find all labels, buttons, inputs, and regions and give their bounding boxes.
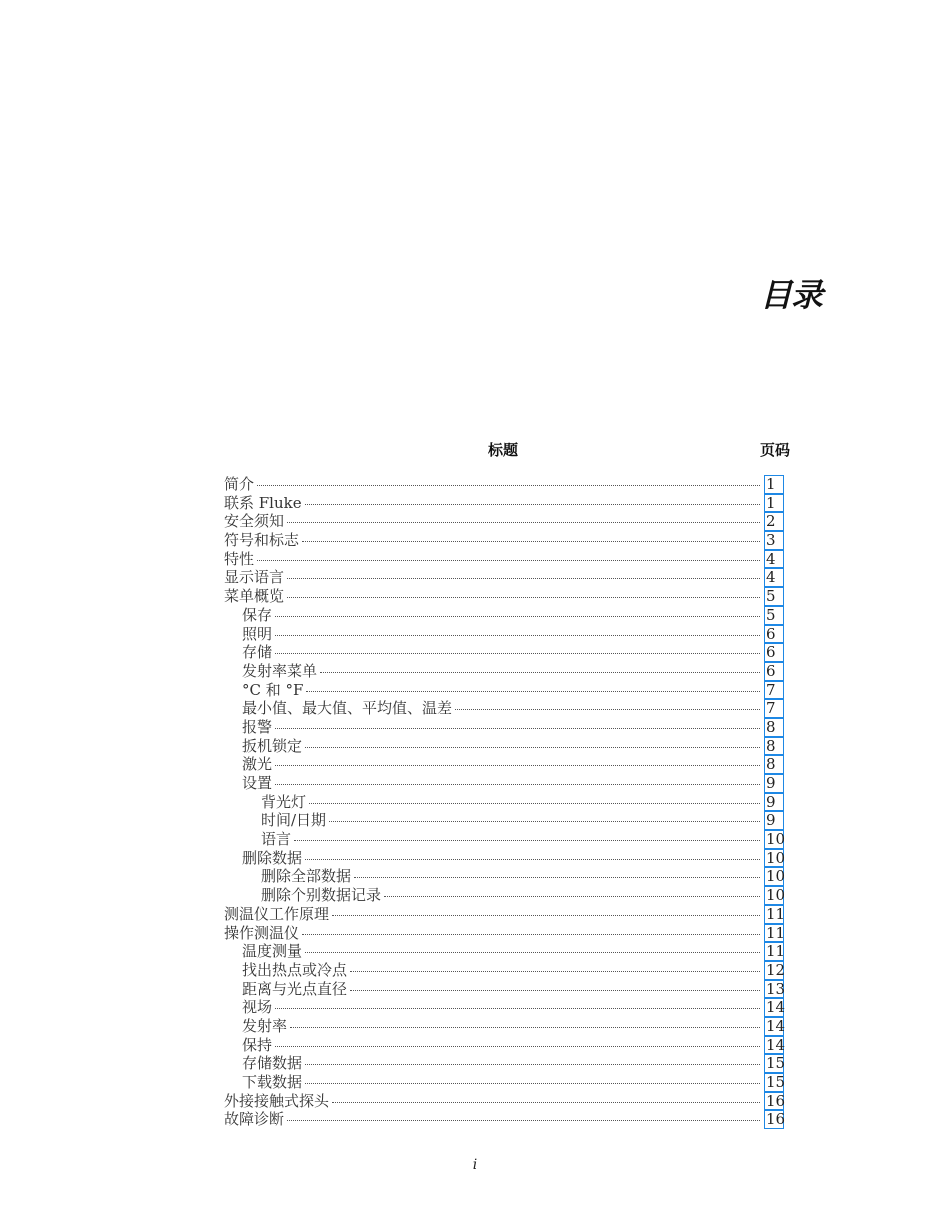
toc-page-link[interactable]: 5 [764, 606, 784, 625]
toc-entry-label: 发射率 [242, 1016, 288, 1035]
toc-entry-label: 下载数据 [242, 1073, 303, 1091]
toc-page-link[interactable]: 14 [766, 1016, 786, 1035]
toc-entry[interactable] [224, 475, 784, 494]
toc-entry[interactable] [224, 699, 784, 718]
toc-entry-label: 存储 [242, 643, 273, 662]
toc-page-link[interactable]: 12 [766, 960, 786, 979]
toc-entry[interactable] [224, 924, 784, 943]
toc-entry[interactable] [224, 830, 784, 849]
toc-entry-label: 背光灯 [261, 792, 307, 811]
toc-entry[interactable] [224, 494, 784, 513]
dot-leader [305, 1064, 760, 1065]
toc-page-link[interactable]: 11 [766, 942, 786, 961]
toc-page-link[interactable]: 7 [764, 681, 784, 700]
toc-entry-label: 测温仪工作原理 [224, 904, 330, 923]
toc-page-link[interactable]: 14 [766, 1035, 786, 1054]
toc-entry[interactable] [224, 681, 784, 700]
toc-entry-label: 操作测温仪 [224, 923, 300, 942]
toc-entry[interactable] [224, 1054, 784, 1073]
toc-entry-label: 安全须知 [224, 512, 285, 531]
toc-entry[interactable] [224, 1092, 784, 1111]
toc-entry[interactable] [224, 737, 784, 756]
toc-entry[interactable] [224, 905, 784, 924]
toc-entry-label: 设置 [242, 774, 273, 792]
toc-page-link[interactable]: 15 [766, 1054, 786, 1073]
dot-leader [275, 765, 760, 766]
toc-entry[interactable] [224, 942, 784, 961]
toc-page-link[interactable]: 16 [766, 1110, 786, 1129]
toc-entry-label: 删除全部数据 [261, 867, 352, 886]
toc-page-link[interactable]: 6 [764, 625, 784, 644]
toc-page-link[interactable]: 10 [766, 867, 786, 886]
toc-entry[interactable] [224, 1110, 784, 1129]
dot-leader [275, 616, 760, 617]
toc-entry-label: 删除个别数据记录 [261, 886, 382, 905]
toc-entry[interactable] [224, 849, 784, 868]
toc-page-link[interactable]: 2 [764, 512, 784, 531]
toc-page-link[interactable]: 11 [766, 904, 786, 923]
toc-page-link[interactable]: 4 [764, 568, 784, 587]
dot-leader [309, 803, 760, 804]
toc-entry-label: 扳机锁定 [242, 736, 303, 755]
toc-entry-label: 菜单概览 [224, 587, 285, 606]
dot-leader [257, 560, 760, 561]
toc-entry-label: 特性 [224, 549, 255, 568]
toc-entry-label: 距离与光点直径 [242, 979, 348, 998]
dot-leader [320, 672, 760, 673]
toc-entry-label: 报警 [242, 717, 273, 736]
toc-entry-label: 存储数据 [242, 1054, 303, 1073]
toc-entry-label: 语言 [261, 830, 292, 849]
toc-entry[interactable] [224, 1036, 784, 1055]
dot-leader [384, 896, 760, 897]
toc-entry[interactable] [224, 998, 784, 1017]
toc-entry-label: 照明 [242, 624, 273, 643]
toc-entry-label: 找出热点或冷点 [242, 960, 348, 979]
toc-entry[interactable] [224, 568, 784, 587]
toc-entry[interactable] [224, 550, 784, 569]
toc-entry[interactable] [224, 512, 784, 531]
dot-leader [305, 1083, 760, 1084]
toc-page-link[interactable]: 7 [764, 699, 784, 718]
toc-entry[interactable] [224, 718, 784, 737]
toc-page-link[interactable]: 8 [764, 755, 784, 774]
toc-entry[interactable] [224, 531, 784, 550]
toc-page-link[interactable]: 11 [766, 923, 786, 942]
toc-page-link[interactable]: 3 [764, 531, 784, 550]
toc-entry-label: 保存 [242, 605, 273, 624]
dot-leader [354, 877, 760, 878]
toc-page-link[interactable]: 9 [764, 793, 784, 812]
dot-leader [275, 1046, 760, 1047]
toc-entry[interactable] [224, 980, 784, 999]
toc-entry[interactable] [224, 755, 784, 774]
dot-leader [455, 709, 760, 710]
toc-page-link[interactable]: 10 [766, 848, 786, 867]
dot-leader [287, 522, 760, 523]
toc-page-link[interactable]: 13 [766, 979, 786, 998]
toc-entry[interactable] [224, 774, 784, 793]
dot-leader [287, 578, 760, 579]
dot-leader [294, 840, 760, 841]
toc-page-link[interactable]: 6 [764, 662, 784, 681]
toc-entry[interactable] [224, 793, 784, 812]
toc-entry[interactable] [224, 625, 784, 644]
dot-leader [275, 653, 760, 654]
toc-entry[interactable] [224, 811, 784, 830]
toc-entry[interactable] [224, 961, 784, 980]
toc-page-link[interactable]: 14 [766, 998, 786, 1017]
toc-page-link[interactable]: 1 [764, 475, 784, 494]
toc-entry[interactable] [224, 1073, 784, 1092]
dot-leader [275, 728, 760, 729]
toc-entry-label: 激光 [242, 755, 273, 774]
dot-leader [305, 952, 760, 953]
toc-entry-label: °C 和 °F [242, 680, 304, 699]
dot-leader [329, 821, 760, 822]
dot-leader [275, 635, 760, 636]
toc-entry-label: 外接接触式探头 [224, 1091, 330, 1110]
dot-leader [302, 934, 760, 935]
column-header-title: 标题 [488, 441, 519, 459]
toc-page-link[interactable]: 10 [766, 886, 786, 905]
toc-page-link[interactable]: 16 [766, 1091, 786, 1110]
dot-leader [287, 1120, 760, 1121]
toc-page-link[interactable]: 15 [766, 1073, 786, 1091]
dot-leader [350, 971, 760, 972]
dot-leader [332, 915, 760, 916]
toc-entry-label: 最小值、最大值、平均值、温差 [242, 699, 453, 718]
toc-page-link[interactable]: 1 [764, 494, 784, 513]
toc-entry-label: 时间/日期 [261, 811, 327, 830]
toc-page-link[interactable]: 8 [764, 737, 784, 756]
page-title: 目录 [759, 276, 822, 314]
toc-entry-label: 删除数据 [242, 848, 303, 867]
toc-entry[interactable] [224, 587, 784, 606]
table-of-contents [224, 475, 784, 1129]
dot-leader [305, 504, 760, 505]
toc-page-link[interactable]: 4 [764, 550, 784, 569]
toc-entry-label: 简介 [224, 475, 255, 493]
toc-page-link[interactable]: 5 [764, 587, 784, 606]
column-header-page: 页码 [760, 441, 791, 459]
toc-entry[interactable] [224, 662, 784, 681]
toc-page-link[interactable]: 9 [764, 811, 784, 830]
dot-leader [332, 1102, 760, 1103]
toc-entry-label: 显示语言 [224, 568, 285, 587]
toc-entry[interactable] [224, 886, 784, 905]
toc-entry-label: 视场 [242, 998, 273, 1017]
dot-leader [302, 541, 760, 542]
toc-entry[interactable] [224, 643, 784, 662]
toc-entry-label: 联系 Fluke [224, 493, 302, 512]
dot-leader [350, 990, 760, 991]
toc-page-link[interactable]: 6 [764, 643, 784, 662]
dot-leader [275, 1008, 760, 1009]
dot-leader [305, 747, 760, 748]
dot-leader [257, 485, 760, 486]
dot-leader [275, 784, 760, 785]
toc-entry-label: 保持 [242, 1035, 273, 1054]
toc-entry-label: 故障诊断 [224, 1110, 285, 1129]
footer-page-number: i [472, 1157, 478, 1173]
dot-leader [305, 859, 760, 860]
dot-leader [287, 597, 760, 598]
toc-page-link[interactable]: 9 [764, 774, 784, 793]
toc-page-link[interactable]: 8 [764, 718, 784, 737]
toc-entry-label: 发射率菜单 [242, 661, 318, 680]
toc-page-link[interactable]: 10 [766, 830, 786, 849]
dot-leader [306, 691, 760, 692]
toc-entry-label: 符号和标志 [224, 531, 300, 550]
toc-entry-label: 温度测量 [242, 942, 303, 961]
toc-entry[interactable] [224, 1017, 784, 1036]
dot-leader [290, 1027, 760, 1028]
toc-entry[interactable] [224, 867, 784, 886]
toc-entry[interactable] [224, 606, 784, 625]
